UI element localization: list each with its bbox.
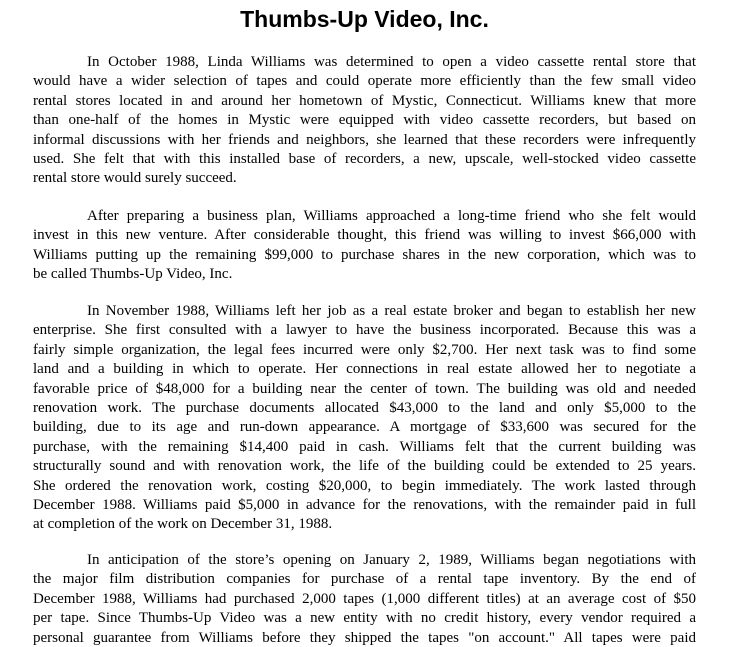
text-line: informal discussions with her friends and neighbors, she learned that these recorders were infrequently <box>33 131 696 148</box>
text-line: building, due to its age and run-down appearance. A mortgage of $33,600 was secured for the <box>33 419 696 436</box>
text-line: per tape. Since Thumbs-Up Video was a new entity with no credit history, every vendor required a <box>33 610 696 627</box>
text-line: fairly simple organization, the legal fees incurred were only $2,700. Her next task was to find some <box>33 341 696 358</box>
text-line: at completion of the work on December 31, 1988. <box>33 516 333 533</box>
paragraph-1 <box>33 53 696 189</box>
document-title: Thumbs-Up Video, Inc. <box>240 6 489 32</box>
paragraph-2 <box>33 207 696 285</box>
text-line: In November 1988, Williams left her job as a real estate broker and began to establish her new <box>87 303 696 319</box>
text-line: used. She felt that with this installed base of recorders, a new, upscale, well-stocked video cassette <box>33 151 696 168</box>
text-line: In October 1988, Linda Williams was determined to open a video cassette rental store that <box>87 54 696 70</box>
text-line: the major film distribution companies for purchase of a rental tape inventory. By the end of <box>33 571 696 588</box>
text-line: December 1988, Williams had purchased 2,000 tapes (1,000 different titles) at an average cost of $50 <box>33 590 696 607</box>
text-line: In anticipation of the store’s opening on January 2, 1989, Williams began negotiations with <box>87 552 696 568</box>
text-line: renovation work. The purchase documents allocated $43,000 to the land and only $5,000 to the <box>33 400 696 417</box>
text-line: land and a building in which to operate. Her connections in real estate allowed her to negotiate a <box>33 361 696 378</box>
text-line: would have a wider selection of tapes and could operate more efficiently than the few small video <box>33 73 696 90</box>
text-line: invest in this new venture. After considerable thought, this friend was willing to invest $66,000 with <box>33 227 696 244</box>
text-line: Williams putting up the remaining $99,000 to purchase shares in the new corporation, which was to <box>33 246 696 263</box>
text-line: enterprise. She first consulted with a lawyer to have the business incorporated. Because this was a <box>33 322 696 339</box>
paragraph-4 <box>33 551 696 647</box>
text-line: favorable price of $48,000 for a building near the center of town. The building was old and needed <box>33 380 696 397</box>
text-line: She ordered the renovation work, costing $20,000, to begin immediately. The work lasted through <box>33 477 696 494</box>
text-line: than one-half of the homes in Mystic were equipped with video cassette recorders, but based on <box>33 112 696 129</box>
text-line: be called Thumbs-Up Video, Inc. <box>33 266 233 283</box>
text-line: rental stores located in and around her hometown of Mystic, Connecticut. Williams knew that more <box>33 92 696 109</box>
paragraph-3 <box>33 302 696 535</box>
text-line: After preparing a business plan, Williams approached a long-time friend who she felt would <box>87 208 696 224</box>
text-line: purchase, with the remaining $14,400 paid in cash. Williams felt that the current building was <box>33 438 696 455</box>
text-line: personal guarantee from Williams before they shipped the tapes "on account." All tapes were paid <box>33 629 696 646</box>
text-line: rental store would surely succeed. <box>33 170 237 187</box>
text-line: December 1988. Williams paid $5,000 in advance for the renovations, with the remainder paid in full <box>33 497 696 514</box>
text-line: structurally sound and with renovation work, the life of the building could be extended to 25 years. <box>33 458 696 475</box>
